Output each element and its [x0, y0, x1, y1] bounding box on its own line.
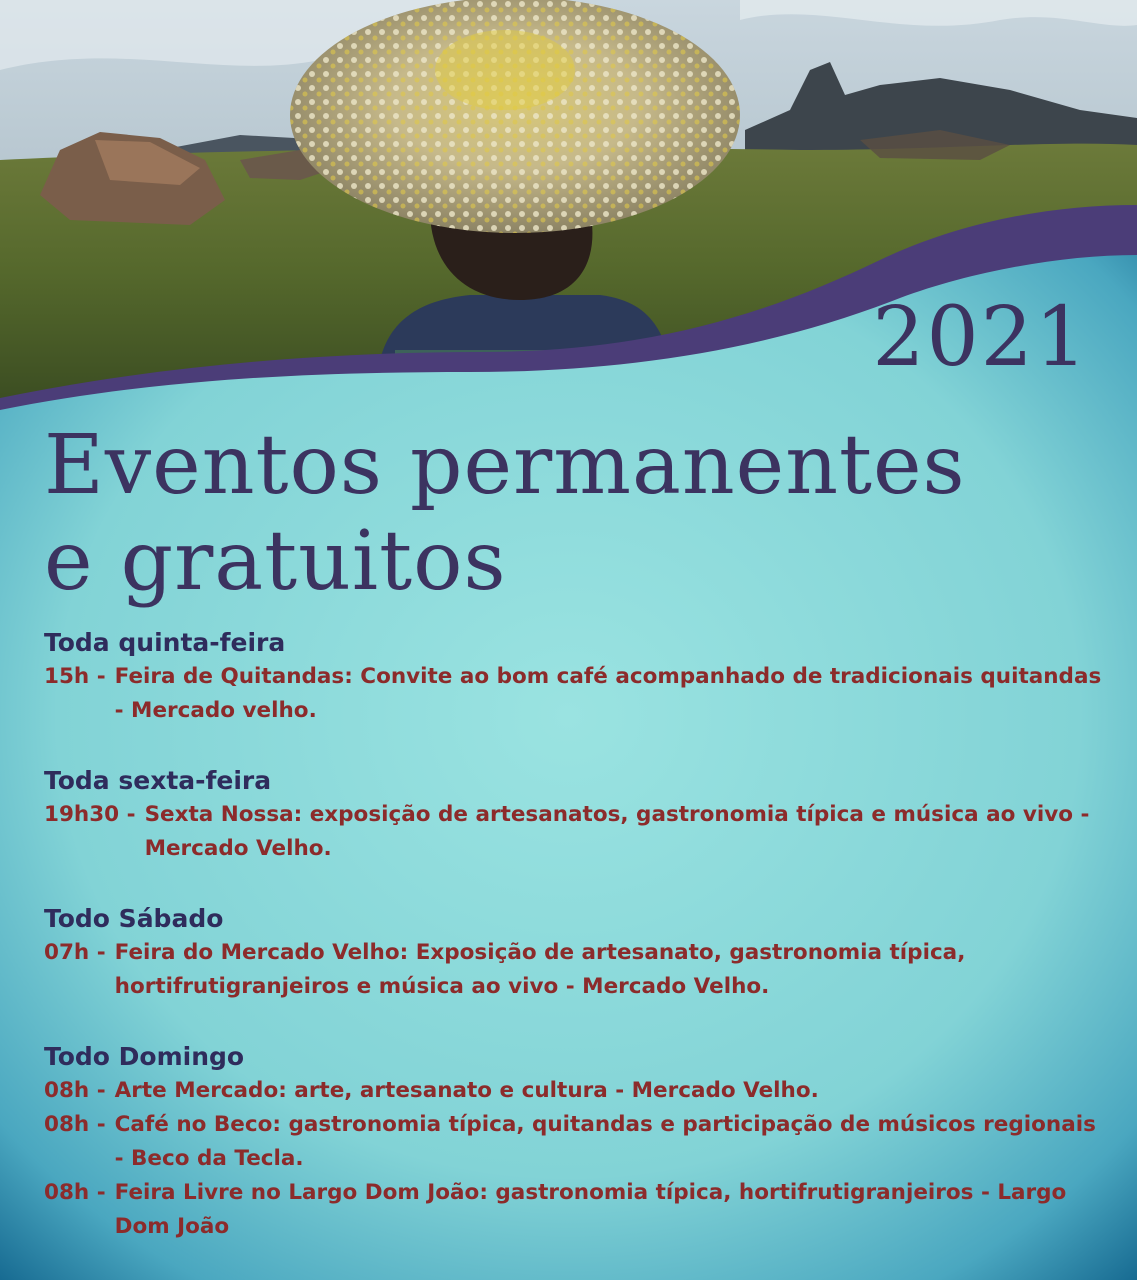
- event-time: 19h30 -: [44, 802, 136, 827]
- title-line-2: e gratuitos: [44, 514, 507, 609]
- section-heading: Todo Domingo: [44, 1042, 245, 1071]
- event-schedule: [44, 626, 1104, 1280]
- event-entry: [44, 660, 1104, 728]
- section-heading: Todo Sábado: [44, 904, 224, 933]
- section-heading: Toda quinta-feira: [44, 628, 286, 657]
- event-description: Sexta Nossa: exposição de artesanatos, gastronomia típica e música ao vivo - Mercado Velho.: [144, 802, 1090, 861]
- event-description: Feira Livre no Largo Dom João: gastronomia típica, hortifrutigranjeiros - Largo Dom João: [114, 1180, 1067, 1239]
- event-time: 08h -: [44, 1078, 106, 1103]
- section-saturday: [44, 902, 1104, 1004]
- event-entry: [44, 1108, 1104, 1176]
- event-description: Café no Beco: gastronomia típica, quitandas e participação de músicos regionais - Beco da Tecla.: [114, 1112, 1096, 1171]
- event-description: Arte Mercado: arte, artesanato e cultura - Mercado Velho.: [114, 1078, 819, 1103]
- title-line-1: Eventos permanentes: [44, 418, 966, 513]
- section-sunday: [44, 1040, 1104, 1244]
- event-time: 15h -: [44, 664, 106, 689]
- event-entry: [44, 1074, 1104, 1108]
- section-friday: [44, 764, 1104, 866]
- event-entry: [44, 1176, 1104, 1244]
- event-time: 07h -: [44, 940, 106, 965]
- year-label: 2021: [872, 290, 1089, 385]
- section-heading: Toda sexta-feira: [44, 766, 272, 795]
- event-time: 08h -: [44, 1180, 106, 1205]
- section-thursday: [44, 626, 1104, 728]
- event-description: Feira do Mercado Velho: Exposição de artesanato, gastronomia típica, hortifrutigranjeiros e música ao vivo - Mercado Velho.: [114, 940, 966, 999]
- page-title: [44, 418, 1084, 610]
- event-entry: [44, 798, 1104, 866]
- event-description: Feira de Quitandas: Convite ao bom café acompanhado de tradicionais quitandas - Mercado velho.: [114, 664, 1102, 723]
- event-entry: [44, 936, 1104, 1004]
- event-time: 08h -: [44, 1112, 106, 1137]
